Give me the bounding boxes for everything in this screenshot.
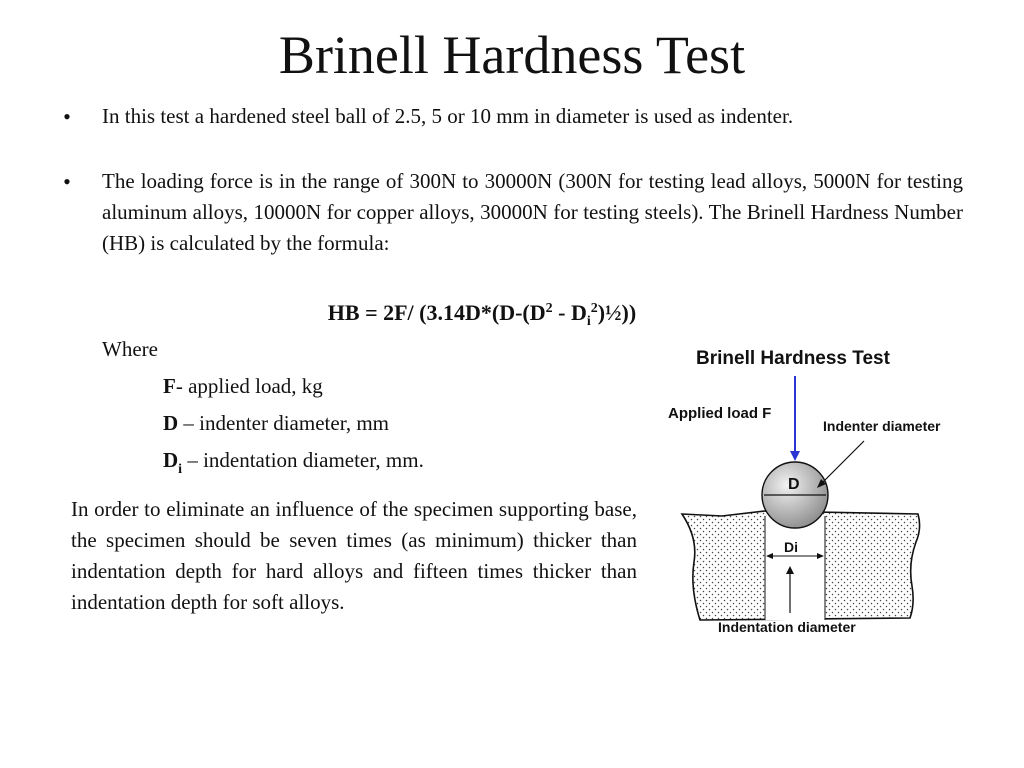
definition-subscript: i [178,462,183,477]
definition-text: - applied load, kg [175,374,323,398]
definition-symbol: D [163,448,179,472]
definition-text: – indenter diameter, mm [178,411,390,435]
brinell-diagram-svg [660,338,970,640]
formula-prefix: HB = 2F/ (3.14D*(D-(D [327,300,546,325]
figure-title: Brinell Hardness Test [696,348,890,369]
formula-middle: - D [552,300,587,325]
formula-exponent: 2 [545,301,553,316]
indentation-diameter-label: Indentation diameter [718,619,856,635]
definition-indentation-diameter [163,445,424,476]
slide-title: Brinell Hardness Test [278,25,746,85]
where-label: Where [102,337,158,361]
definition-applied-load [163,371,323,402]
hb-formula [102,297,862,328]
formula-suffix: )½)) [597,300,637,325]
indenter-diameter-label: Indenter diameter [823,418,941,434]
specimen-thickness-paragraph: In order to eliminate an influence of the specimen supporting base, the specimen should be seven times (as minimum) thicker than indentation depth for hard alloys and fifteen times thicker than indentation depth for soft alloys. [71,497,637,614]
definition-symbol: D [163,411,179,435]
applied-load-label: Applied load F [668,405,772,422]
definition-symbol: F [163,374,176,398]
bullet-indenter: In this test a hardened steel ball of 2.5, 5 or 10 mm in diameter is used as indenter. [102,104,794,128]
definition-text: – indentation diameter, mm. [182,448,424,472]
formula-subscript: i [586,314,591,329]
indent-label: Di [784,539,798,555]
bullet-icon: • [63,104,71,129]
ball-label: D [788,476,800,493]
indenter-diameter-pointer [821,441,864,484]
formula-exponent: 2 [590,301,598,316]
brinell-diagram [660,338,970,640]
bullet-icon: • [63,169,71,194]
definition-indenter-diameter [163,408,389,439]
applied-load-arrow-icon [790,451,800,461]
indentation-gap [765,516,825,620]
bullet-loading-force: The loading force is in the range of 300N to 30000N (300N for testing lead alloys, 5000N for testing aluminum alloys, 10000N for copper alloys, 30000N for testing steels). The Brinell Hardness Number (HB) is calculated by the formula: [102,169,963,255]
